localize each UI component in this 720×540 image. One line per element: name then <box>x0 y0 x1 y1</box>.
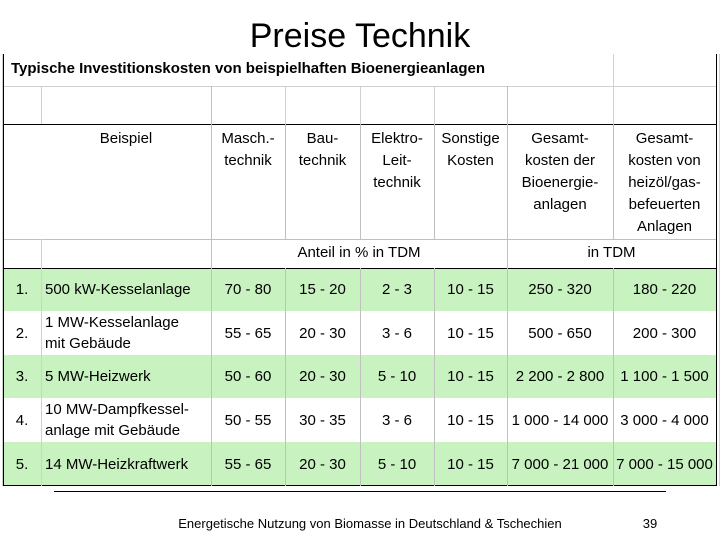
column-header-elektro: Elektro- Leit- technik <box>371 130 423 191</box>
table-cell-gesamt-heiz: 7 000 - 15 000 <box>616 455 713 473</box>
table-cell-bau: 15 - 20 <box>299 281 346 298</box>
table-cell-name: 14 MW-Heizkraftwerk <box>45 455 189 473</box>
table-cell-gesamt-heiz: 3 000 - 4 000 <box>620 411 709 429</box>
slide-title: Preise Technik <box>249 17 471 55</box>
grid-line <box>360 86 361 124</box>
table-cell-gesamt-bio: 7 000 - 21 000 <box>511 455 609 473</box>
table-cell-num: 2. <box>15 324 29 342</box>
unit-label-tdm: in TDM <box>587 244 636 261</box>
table-cell-bau: 30 - 35 <box>299 411 346 429</box>
table-cell-masch: 55 - 65 <box>224 324 272 342</box>
table-cell-masch: 55 - 65 <box>224 455 272 473</box>
column-header-gesamt-heiz: Gesamt- kosten von heizöl/gas- befeuerten Anlagen <box>628 130 701 235</box>
grid-line <box>3 239 717 240</box>
table-cell-name: 1 MW-Kesselanlage mit Gebäude <box>45 314 179 352</box>
table-cell-elektro: 3 - 6 <box>381 411 412 429</box>
table-caption: Typische Investitionskosten von beispielhaften Bioenergieanlagen <box>11 60 486 77</box>
table-cell-gesamt-heiz: 200 - 300 <box>632 324 697 342</box>
table-cell-sonstige: 10 - 15 <box>447 281 494 298</box>
grid-line <box>41 86 42 124</box>
table-cell-masch: 70 - 80 <box>224 281 272 298</box>
table-cell-bau: 20 - 30 <box>299 324 346 342</box>
table-cell-sonstige: 10 - 15 <box>447 368 494 385</box>
table-cell-gesamt-bio: 250 - 320 <box>528 281 592 298</box>
grid-line <box>41 239 42 486</box>
table-cell-masch: 50 - 60 <box>224 368 272 385</box>
column-header-sonstige: Sonstige Kosten <box>441 130 500 169</box>
table-cell-gesamt-bio: 1 000 - 14 000 <box>511 411 609 429</box>
footer-divider <box>54 491 666 492</box>
table-cell-bau: 20 - 30 <box>299 368 346 385</box>
investment-cost-table <box>2 54 720 486</box>
table-cell-elektro: 2 - 3 <box>381 281 412 298</box>
table-cell-num: 1. <box>15 281 29 298</box>
column-header-masch: Masch.- technik <box>221 130 275 169</box>
table-cell-num: 3. <box>15 368 29 385</box>
table-cell-masch: 50 - 55 <box>224 411 272 429</box>
table-cell-gesamt-heiz: 180 - 220 <box>632 281 697 298</box>
column-header-gesamt-bio: Gesamt- kosten der Bioenergie- anlagen <box>521 130 599 213</box>
table-cell-num: 5. <box>15 455 29 473</box>
table-cell-name: 10 MW-Dampfkessel- anlage mit Gebäude <box>45 401 189 439</box>
table-cell-name: 5 MW-Heizwerk <box>45 368 151 385</box>
table-cell-elektro: 5 - 10 <box>377 368 417 385</box>
unit-label-percent: Anteil in % in TDM <box>297 244 421 261</box>
table-cell-elektro: 5 - 10 <box>377 455 417 473</box>
grid-line <box>613 54 614 124</box>
column-header-beispiel: Beispiel <box>99 130 153 147</box>
grid-line <box>716 54 717 486</box>
page-number: 39 <box>642 516 658 531</box>
column-header-bau: Bau- technik <box>298 130 347 169</box>
table-cell-gesamt-bio: 2 200 - 2 800 <box>515 368 605 385</box>
table-cell-num: 4. <box>15 411 29 429</box>
table-cell-name: 500 kW-Kesselanlage <box>45 281 191 298</box>
table-cell-elektro: 3 - 6 <box>381 324 412 342</box>
footer-text: Energetische Nutzung von Biomasse in Deutschland & Tschechien <box>178 516 562 531</box>
table-cell-sonstige: 10 - 15 <box>447 324 494 342</box>
grid-line <box>285 86 286 124</box>
table-cell-gesamt-bio: 500 - 650 <box>528 324 592 342</box>
table-cell-sonstige: 10 - 15 <box>447 411 494 429</box>
table-cell-bau: 20 - 30 <box>299 455 346 473</box>
table-cell-gesamt-heiz: 1 100 - 1 500 <box>620 368 709 385</box>
table-cell-sonstige: 10 - 15 <box>447 455 494 473</box>
grid-line <box>434 86 435 124</box>
